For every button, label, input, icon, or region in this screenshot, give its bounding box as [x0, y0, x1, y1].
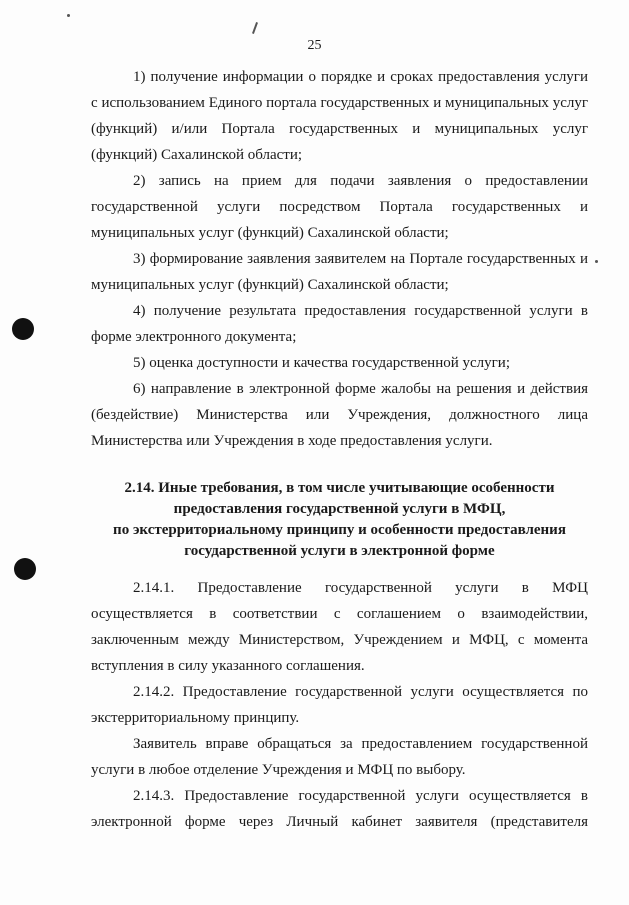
section-heading-line: по экстерриториальному принципу и особенности предоставления [113, 522, 566, 538]
scan-mark [252, 22, 258, 34]
list-item: 1) получение информации о порядке и сроках предоставления услуги с использованием Единого портала государственных и муниципальных услуг (функций) и/или Портала государственных и муниципальных услуг (функций) Сахалинской области; [91, 69, 588, 163]
list-item: 2) запись на прием для подачи заявления о предоставлении государственной услуги посредством Портала государственных и муниципальных услуг (функций) Сахалинской области; [91, 173, 588, 241]
scan-mark [595, 260, 598, 263]
list-item: 3) формирование заявления заявителем на Портале государственных и муниципальных услуг (функций) Сахалинской области; [91, 251, 588, 293]
section-paragraph: Заявитель вправе обращаться за предоставлением государственной услуги в любое отделение Учреждения и МФЦ по выбору. [91, 736, 588, 778]
list-item: 5) оценка доступности и качества государственной услуги; [133, 355, 510, 371]
section-paragraph: 2.14.1. Предоставление государственной услуги в МФЦ осуществляется в соответствии с соглашением о взаимодействии, заключенным между Министерством, Учреждением и МФЦ, с момента вступления в силу указанного соглашения. [91, 580, 588, 674]
page-number: 25 [307, 38, 322, 53]
section-heading [91, 478, 588, 562]
section-heading-line: государственной услуги в электронной форме [184, 543, 495, 559]
section-heading-line: 2.14. Иные требования, в том числе учитывающие особенности [124, 480, 555, 496]
punch-hole [12, 318, 34, 340]
section-paragraph: 2.14.3. Предоставление государственной услуги осуществляется в электронной форме через Личный кабинет заявителя (представителя [91, 788, 588, 830]
scan-mark [67, 14, 70, 17]
list-item: 6) направление в электронной форме жалобы на решения и действия (бездействие) Министерства или Учреждения, должностного лица Министерства или Учреждения в ходе предоставления услуги. [91, 381, 588, 449]
service-options-list [91, 64, 588, 454]
section-paragraph: 2.14.2. Предоставление государственной услуги осуществляется по экстерриториальному принципу. [91, 684, 588, 726]
section-body [91, 575, 588, 835]
list-item: 4) получение результата предоставления государственной услуги в форме электронного документа; [91, 303, 588, 345]
punch-hole [14, 558, 36, 580]
section-heading-line: предоставления государственной услуги в МФЦ, [173, 501, 506, 517]
